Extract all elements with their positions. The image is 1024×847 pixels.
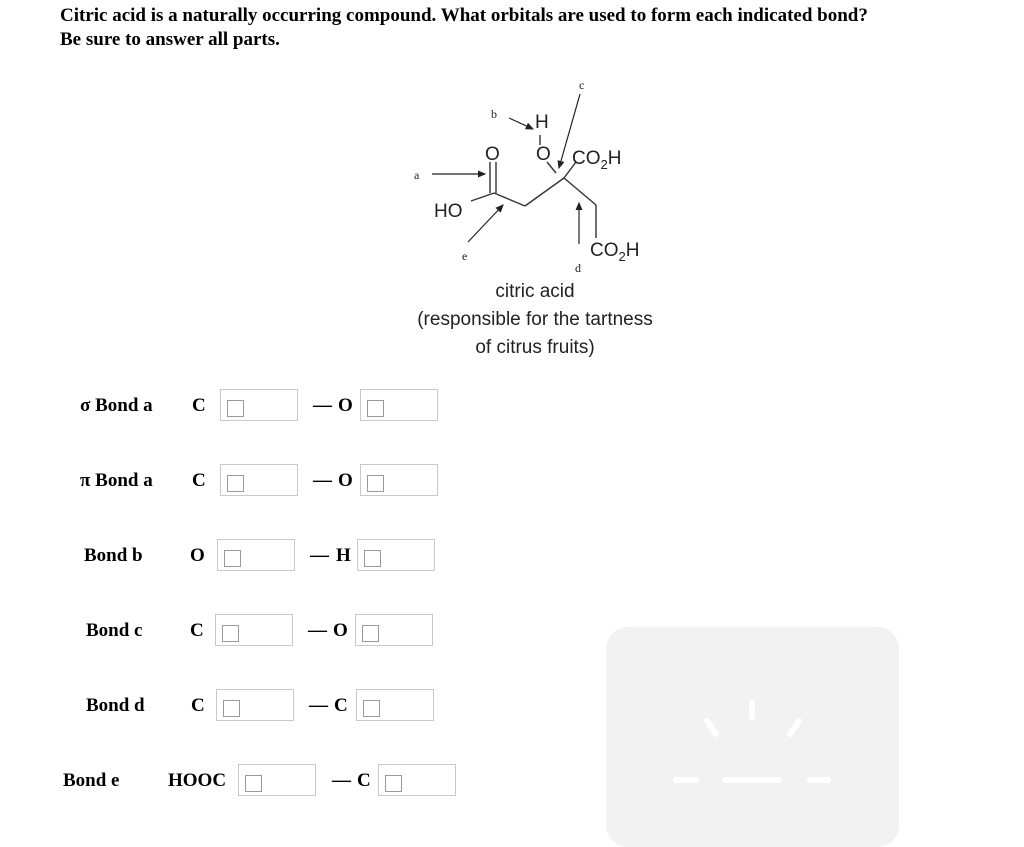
checkbox-icon [385,775,402,792]
orbital-dropdown-atom-1[interactable] [215,614,293,646]
answer-row-bond-c [0,614,460,648]
checkbox-icon [367,400,384,417]
orbital-dropdown-atom-2[interactable] [357,539,435,571]
row-label: Bond b [84,545,143,566]
atom-h: H [535,112,549,133]
row-atom-1: O [190,545,205,566]
orbital-dropdown-atom-2[interactable] [378,764,456,796]
checkbox-icon [363,700,380,717]
row-bond-dash: — [332,770,351,791]
bond-label-b: b [491,107,497,121]
atom-co2h-bottom: $CO_2H$ [590,240,640,264]
row-atom-1: C [191,695,205,716]
row-atom-2: O [338,395,353,416]
question-text [60,4,1010,52]
row-atom-1: C [190,620,204,641]
row-label: Bond d [86,695,145,716]
bond-label-a: a [414,168,420,182]
orbital-dropdown-atom-1[interactable] [216,689,294,721]
answer-row-bond-d [0,689,460,723]
caption-line-3: of citrus fruits) [475,337,595,358]
row-atom-1: HOOC [168,770,227,791]
row-atom-2: H [336,545,351,566]
bond-label-e: e [462,249,468,263]
row-bond-dash: — [309,695,328,716]
checkbox-icon [222,625,239,642]
checkbox-icon [364,550,381,567]
caption-line-1: citric acid [495,281,575,302]
row-atom-2: C [357,770,371,791]
row-bond-dash: — [313,470,332,491]
checkbox-icon [245,775,262,792]
atom-o-hydroxyl: O [536,144,551,165]
orbital-dropdown-atom-1[interactable] [220,389,298,421]
checkbox-icon [362,625,379,642]
orbital-dropdown-atom-2[interactable] [360,464,438,496]
orbital-dropdown-atom-2[interactable] [360,389,438,421]
orbital-dropdown-atom-1[interactable] [238,764,316,796]
row-label: Bond e [63,770,120,791]
citric-acid-structure [380,78,700,278]
orbital-dropdown-atom-1[interactable] [220,464,298,496]
orbital-dropdown-atom-2[interactable] [355,614,433,646]
answer-row-bond-e [0,764,480,798]
answer-row-sigma-bond-a [0,389,460,423]
figure-caption [380,278,690,362]
row-bond-dash: — [310,545,329,566]
question-line-1: Citric acid is a naturally occurring compound. What orbitals are used to form each indicated bond? [60,5,868,26]
row-atom-2: O [338,470,353,491]
row-bond-dash: — [313,395,332,416]
answer-row-pi-bond-a [0,464,460,498]
citric-acid-figure [380,78,700,378]
row-atom-1: C [192,470,206,491]
bond-label-c: c [579,78,585,92]
checkbox-icon [367,475,384,492]
checkbox-icon [223,700,240,717]
row-atom-2: O [333,620,348,641]
caption-line-2: (responsible for the tartness [417,309,653,330]
checkbox-icon [227,400,244,417]
loading-spinner-icon [606,627,899,837]
row-label: π Bond a [80,470,153,491]
row-label: Bond c [86,620,143,641]
row-label: σ Bond a [80,395,153,416]
row-atom-2: C [334,695,348,716]
row-atom-1: C [192,395,206,416]
bond-label-d: d [575,261,581,275]
checkbox-icon [227,475,244,492]
atom-ho: HO [434,201,463,222]
atom-o-carbonyl: O [485,144,500,165]
row-bond-dash: — [308,620,327,641]
checkbox-icon [224,550,241,567]
orbital-dropdown-atom-2[interactable] [356,689,434,721]
question-line-2: Be sure to answer all parts. [60,29,280,50]
loading-placeholder-card [606,627,899,847]
answer-row-bond-b [0,539,460,573]
atom-co2h-top: $CO_2H$ [572,148,622,172]
orbital-dropdown-atom-1[interactable] [217,539,295,571]
